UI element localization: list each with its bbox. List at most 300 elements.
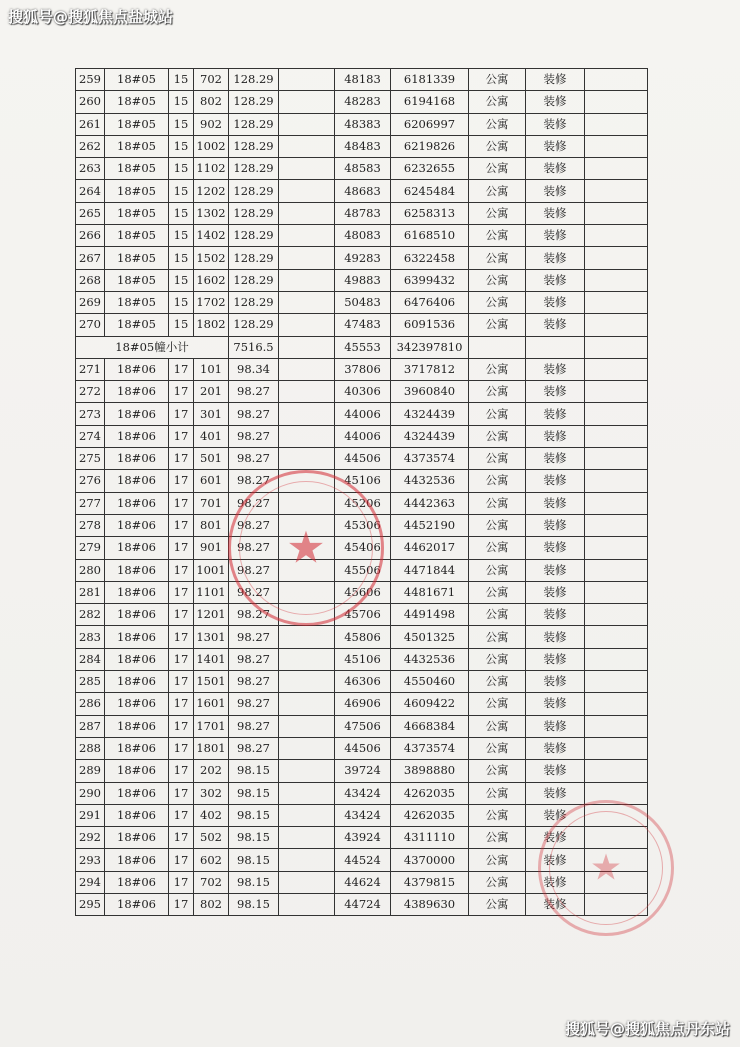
subtotal-area: 7516.5 — [229, 336, 279, 358]
table-row — [76, 135, 648, 157]
cell-type: 公寓 — [469, 358, 526, 380]
table-row — [76, 581, 648, 603]
table-row — [76, 893, 648, 915]
cell-floors: 15 — [169, 158, 194, 180]
cell-price: 45206 — [335, 492, 391, 514]
cell-decor: 装修 — [526, 715, 585, 737]
cell-price: 44624 — [335, 871, 391, 893]
cell-no: 294 — [76, 871, 105, 893]
cell-decor: 装修 — [526, 492, 585, 514]
cell-decor: 装修 — [526, 91, 585, 113]
cell-total: 6091536 — [391, 314, 469, 336]
empty-cell — [279, 537, 335, 559]
cell-bldg: 18#06 — [105, 626, 169, 648]
cell-price: 45706 — [335, 604, 391, 626]
cell-decor: 装修 — [526, 158, 585, 180]
table-row — [76, 715, 648, 737]
cell-type: 公寓 — [469, 202, 526, 224]
empty-cell — [585, 492, 648, 514]
cell-no: 266 — [76, 225, 105, 247]
empty-cell — [585, 893, 648, 915]
cell-floors: 17 — [169, 358, 194, 380]
cell-room: 1702 — [194, 291, 229, 313]
cell-room: 1401 — [194, 648, 229, 670]
cell-type: 公寓 — [469, 381, 526, 403]
cell-bldg: 18#06 — [105, 537, 169, 559]
cell-floors: 17 — [169, 448, 194, 470]
cell-total: 4311110 — [391, 827, 469, 849]
cell-type: 公寓 — [469, 113, 526, 135]
empty-cell — [279, 269, 335, 291]
watermark-bottom: 搜狐号@搜狐焦点丹东站 — [564, 1020, 730, 1038]
cell-decor: 装修 — [526, 225, 585, 247]
cell-no: 283 — [76, 626, 105, 648]
cell-bldg: 18#05 — [105, 180, 169, 202]
table-row — [76, 849, 648, 871]
empty-cell — [279, 559, 335, 581]
cell-area: 128.29 — [229, 269, 279, 291]
cell-room: 1002 — [194, 135, 229, 157]
table-row — [76, 225, 648, 247]
empty-cell — [585, 804, 648, 826]
table-row — [76, 693, 648, 715]
subtotal-total: 342397810 — [391, 336, 469, 358]
cell-total: 4452190 — [391, 514, 469, 536]
cell-no: 262 — [76, 135, 105, 157]
cell-no: 272 — [76, 381, 105, 403]
cell-area: 98.34 — [229, 358, 279, 380]
cell-decor: 装修 — [526, 269, 585, 291]
cell-room: 901 — [194, 537, 229, 559]
table-row — [76, 782, 648, 804]
cell-no: 259 — [76, 69, 105, 91]
cell-floors: 17 — [169, 715, 194, 737]
cell-bldg: 18#05 — [105, 247, 169, 269]
cell-room: 1302 — [194, 202, 229, 224]
empty-cell — [469, 336, 526, 358]
cell-type: 公寓 — [469, 693, 526, 715]
cell-area: 98.27 — [229, 559, 279, 581]
cell-type: 公寓 — [469, 871, 526, 893]
cell-room: 1502 — [194, 247, 229, 269]
cell-floors: 15 — [169, 69, 194, 91]
cell-area: 128.29 — [229, 180, 279, 202]
cell-total: 6258313 — [391, 202, 469, 224]
cell-area: 98.27 — [229, 381, 279, 403]
cell-floors: 15 — [169, 269, 194, 291]
empty-cell — [585, 225, 648, 247]
empty-cell — [279, 849, 335, 871]
cell-total: 4379815 — [391, 871, 469, 893]
table-row — [76, 269, 648, 291]
subtotal-row — [76, 336, 648, 358]
cell-type: 公寓 — [469, 135, 526, 157]
empty-cell — [279, 760, 335, 782]
cell-total: 4324439 — [391, 403, 469, 425]
cell-no: 276 — [76, 470, 105, 492]
cell-total: 3960840 — [391, 381, 469, 403]
cell-price: 45806 — [335, 626, 391, 648]
cell-type: 公寓 — [469, 269, 526, 291]
cell-floors: 17 — [169, 470, 194, 492]
cell-area: 98.27 — [229, 537, 279, 559]
table-row — [76, 760, 648, 782]
cell-total: 3898880 — [391, 760, 469, 782]
cell-area: 98.27 — [229, 470, 279, 492]
cell-type: 公寓 — [469, 91, 526, 113]
cell-decor: 装修 — [526, 671, 585, 693]
cell-total: 3717812 — [391, 358, 469, 380]
empty-cell — [279, 69, 335, 91]
empty-cell — [279, 358, 335, 380]
cell-no: 293 — [76, 849, 105, 871]
empty-cell — [585, 202, 648, 224]
empty-cell — [585, 537, 648, 559]
cell-bldg: 18#06 — [105, 581, 169, 603]
cell-price: 49283 — [335, 247, 391, 269]
cell-area: 128.29 — [229, 91, 279, 113]
cell-total: 4550460 — [391, 671, 469, 693]
cell-type: 公寓 — [469, 448, 526, 470]
subtotal-label: 18#05幢小计 — [76, 336, 229, 358]
cell-room: 701 — [194, 492, 229, 514]
price-table — [75, 68, 648, 916]
table-row — [76, 158, 648, 180]
cell-room: 202 — [194, 760, 229, 782]
empty-cell — [585, 158, 648, 180]
cell-room: 702 — [194, 871, 229, 893]
cell-room: 601 — [194, 470, 229, 492]
empty-cell — [585, 269, 648, 291]
cell-room: 1102 — [194, 158, 229, 180]
empty-cell — [279, 448, 335, 470]
cell-floors: 17 — [169, 514, 194, 536]
empty-cell — [279, 827, 335, 849]
cell-type: 公寓 — [469, 403, 526, 425]
cell-decor: 装修 — [526, 537, 585, 559]
cell-area: 98.27 — [229, 626, 279, 648]
empty-cell — [279, 336, 335, 358]
cell-floors: 17 — [169, 492, 194, 514]
cell-type: 公寓 — [469, 537, 526, 559]
cell-no: 270 — [76, 314, 105, 336]
cell-type: 公寓 — [469, 559, 526, 581]
cell-bldg: 18#06 — [105, 782, 169, 804]
cell-area: 98.15 — [229, 760, 279, 782]
cell-price: 45406 — [335, 537, 391, 559]
empty-cell — [279, 291, 335, 313]
cell-total: 4324439 — [391, 425, 469, 447]
empty-cell — [279, 671, 335, 693]
empty-cell — [585, 247, 648, 269]
cell-area: 128.29 — [229, 113, 279, 135]
cell-no: 281 — [76, 581, 105, 603]
cell-price: 43424 — [335, 782, 391, 804]
cell-area: 98.15 — [229, 849, 279, 871]
cell-total: 4481671 — [391, 581, 469, 603]
empty-cell — [279, 893, 335, 915]
empty-cell — [279, 715, 335, 737]
cell-floors: 17 — [169, 559, 194, 581]
cell-no: 278 — [76, 514, 105, 536]
cell-room: 801 — [194, 514, 229, 536]
cell-decor: 装修 — [526, 804, 585, 826]
cell-type: 公寓 — [469, 470, 526, 492]
cell-no: 295 — [76, 893, 105, 915]
cell-bldg: 18#05 — [105, 314, 169, 336]
cell-price: 46906 — [335, 693, 391, 715]
table-row — [76, 91, 648, 113]
cell-floors: 17 — [169, 648, 194, 670]
cell-area: 98.27 — [229, 581, 279, 603]
cell-type: 公寓 — [469, 158, 526, 180]
cell-bldg: 18#06 — [105, 358, 169, 380]
cell-total: 6232655 — [391, 158, 469, 180]
empty-cell — [585, 737, 648, 759]
cell-decor: 装修 — [526, 871, 585, 893]
cell-price: 48583 — [335, 158, 391, 180]
cell-no: 275 — [76, 448, 105, 470]
empty-cell — [585, 448, 648, 470]
table-row — [76, 403, 648, 425]
cell-bldg: 18#06 — [105, 871, 169, 893]
cell-room: 1301 — [194, 626, 229, 648]
cell-floors: 17 — [169, 581, 194, 603]
cell-bldg: 18#05 — [105, 135, 169, 157]
cell-type: 公寓 — [469, 648, 526, 670]
table-row — [76, 604, 648, 626]
cell-type: 公寓 — [469, 671, 526, 693]
cell-area: 128.29 — [229, 202, 279, 224]
cell-no: 282 — [76, 604, 105, 626]
empty-cell — [585, 827, 648, 849]
cell-no: 267 — [76, 247, 105, 269]
cell-total: 4370000 — [391, 849, 469, 871]
cell-decor: 装修 — [526, 470, 585, 492]
cell-decor: 装修 — [526, 827, 585, 849]
cell-floors: 15 — [169, 291, 194, 313]
cell-room: 1001 — [194, 559, 229, 581]
cell-price: 44006 — [335, 425, 391, 447]
cell-no: 260 — [76, 91, 105, 113]
table-row — [76, 247, 648, 269]
cell-floors: 17 — [169, 893, 194, 915]
empty-cell — [279, 158, 335, 180]
cell-decor: 装修 — [526, 247, 585, 269]
cell-total: 4262035 — [391, 804, 469, 826]
table-row — [76, 314, 648, 336]
cell-room: 502 — [194, 827, 229, 849]
empty-cell — [279, 247, 335, 269]
empty-cell — [585, 358, 648, 380]
empty-cell — [585, 180, 648, 202]
cell-total: 4442363 — [391, 492, 469, 514]
empty-cell — [585, 381, 648, 403]
cell-floors: 17 — [169, 782, 194, 804]
cell-total: 4491498 — [391, 604, 469, 626]
cell-price: 43924 — [335, 827, 391, 849]
cell-floors: 15 — [169, 247, 194, 269]
cell-area: 98.27 — [229, 403, 279, 425]
cell-area: 98.27 — [229, 425, 279, 447]
empty-cell — [279, 871, 335, 893]
cell-bldg: 18#05 — [105, 113, 169, 135]
cell-type: 公寓 — [469, 180, 526, 202]
cell-decor: 装修 — [526, 314, 585, 336]
cell-type: 公寓 — [469, 581, 526, 603]
cell-total: 6399432 — [391, 269, 469, 291]
empty-cell — [585, 514, 648, 536]
cell-price: 50483 — [335, 291, 391, 313]
empty-cell — [585, 336, 648, 358]
cell-price: 48183 — [335, 69, 391, 91]
cell-no: 268 — [76, 269, 105, 291]
table-row — [76, 827, 648, 849]
cell-decor: 装修 — [526, 693, 585, 715]
empty-cell — [279, 514, 335, 536]
cell-total: 4501325 — [391, 626, 469, 648]
table-row — [76, 69, 648, 91]
cell-price: 45106 — [335, 470, 391, 492]
cell-room: 1202 — [194, 180, 229, 202]
cell-decor: 装修 — [526, 893, 585, 915]
table-row — [76, 492, 648, 514]
empty-cell — [279, 693, 335, 715]
table-row — [76, 648, 648, 670]
cell-no: 264 — [76, 180, 105, 202]
cell-area: 98.15 — [229, 804, 279, 826]
empty-cell — [279, 403, 335, 425]
cell-decor: 装修 — [526, 760, 585, 782]
empty-cell — [585, 91, 648, 113]
cell-decor: 装修 — [526, 403, 585, 425]
cell-bldg: 18#06 — [105, 715, 169, 737]
empty-cell — [279, 648, 335, 670]
cell-no: 289 — [76, 760, 105, 782]
cell-room: 402 — [194, 804, 229, 826]
cell-bldg: 18#06 — [105, 760, 169, 782]
cell-total: 4471844 — [391, 559, 469, 581]
subtotal-price: 45553 — [335, 336, 391, 358]
empty-cell — [585, 604, 648, 626]
cell-type: 公寓 — [469, 849, 526, 871]
cell-floors: 17 — [169, 671, 194, 693]
cell-area: 98.15 — [229, 782, 279, 804]
cell-total: 6168510 — [391, 225, 469, 247]
cell-price: 44006 — [335, 403, 391, 425]
cell-type: 公寓 — [469, 225, 526, 247]
cell-price: 48283 — [335, 91, 391, 113]
cell-total: 6194168 — [391, 91, 469, 113]
cell-floors: 17 — [169, 693, 194, 715]
cell-room: 802 — [194, 893, 229, 915]
cell-type: 公寓 — [469, 492, 526, 514]
cell-decor: 装修 — [526, 135, 585, 157]
cell-room: 602 — [194, 849, 229, 871]
cell-price: 45606 — [335, 581, 391, 603]
cell-type: 公寓 — [469, 514, 526, 536]
cell-room: 902 — [194, 113, 229, 135]
cell-floors: 15 — [169, 180, 194, 202]
cell-no: 274 — [76, 425, 105, 447]
cell-type: 公寓 — [469, 314, 526, 336]
cell-floors: 17 — [169, 425, 194, 447]
empty-cell — [279, 381, 335, 403]
cell-bldg: 18#06 — [105, 648, 169, 670]
cell-decor: 装修 — [526, 358, 585, 380]
empty-cell — [585, 403, 648, 425]
empty-cell — [585, 425, 648, 447]
cell-price: 44524 — [335, 849, 391, 871]
empty-cell — [279, 135, 335, 157]
cell-type: 公寓 — [469, 715, 526, 737]
table-row — [76, 626, 648, 648]
cell-room: 201 — [194, 381, 229, 403]
table-row — [76, 180, 648, 202]
cell-area: 98.27 — [229, 737, 279, 759]
cell-floors: 17 — [169, 827, 194, 849]
empty-cell — [279, 626, 335, 648]
cell-no: 285 — [76, 671, 105, 693]
empty-cell — [279, 113, 335, 135]
cell-bldg: 18#05 — [105, 225, 169, 247]
cell-room: 1601 — [194, 693, 229, 715]
table-row — [76, 358, 648, 380]
cell-type: 公寓 — [469, 827, 526, 849]
table-row — [76, 804, 648, 826]
cell-decor: 装修 — [526, 425, 585, 447]
cell-type: 公寓 — [469, 69, 526, 91]
cell-total: 4432536 — [391, 470, 469, 492]
cell-price: 49883 — [335, 269, 391, 291]
cell-total: 4389630 — [391, 893, 469, 915]
empty-cell — [279, 425, 335, 447]
cell-area: 98.15 — [229, 893, 279, 915]
table-row — [76, 425, 648, 447]
empty-cell — [585, 470, 648, 492]
cell-room: 1101 — [194, 581, 229, 603]
cell-bldg: 18#05 — [105, 69, 169, 91]
cell-price: 43424 — [335, 804, 391, 826]
cell-room: 1801 — [194, 737, 229, 759]
table-row — [76, 448, 648, 470]
cell-no: 291 — [76, 804, 105, 826]
cell-area: 98.27 — [229, 514, 279, 536]
table-row — [76, 559, 648, 581]
star-icon: ★ — [286, 522, 326, 574]
cell-no: 286 — [76, 693, 105, 715]
cell-type: 公寓 — [469, 247, 526, 269]
empty-cell — [585, 648, 648, 670]
empty-cell — [279, 782, 335, 804]
empty-cell — [585, 871, 648, 893]
empty-cell — [585, 135, 648, 157]
cell-decor: 装修 — [526, 514, 585, 536]
cell-room: 802 — [194, 91, 229, 113]
empty-cell — [585, 113, 648, 135]
cell-no: 280 — [76, 559, 105, 581]
cell-type: 公寓 — [469, 782, 526, 804]
cell-total: 6245484 — [391, 180, 469, 202]
cell-bldg: 18#06 — [105, 381, 169, 403]
cell-no: 288 — [76, 737, 105, 759]
cell-bldg: 18#06 — [105, 893, 169, 915]
cell-bldg: 18#05 — [105, 269, 169, 291]
empty-cell — [279, 804, 335, 826]
cell-floors: 17 — [169, 604, 194, 626]
cell-floors: 17 — [169, 849, 194, 871]
cell-no: 263 — [76, 158, 105, 180]
